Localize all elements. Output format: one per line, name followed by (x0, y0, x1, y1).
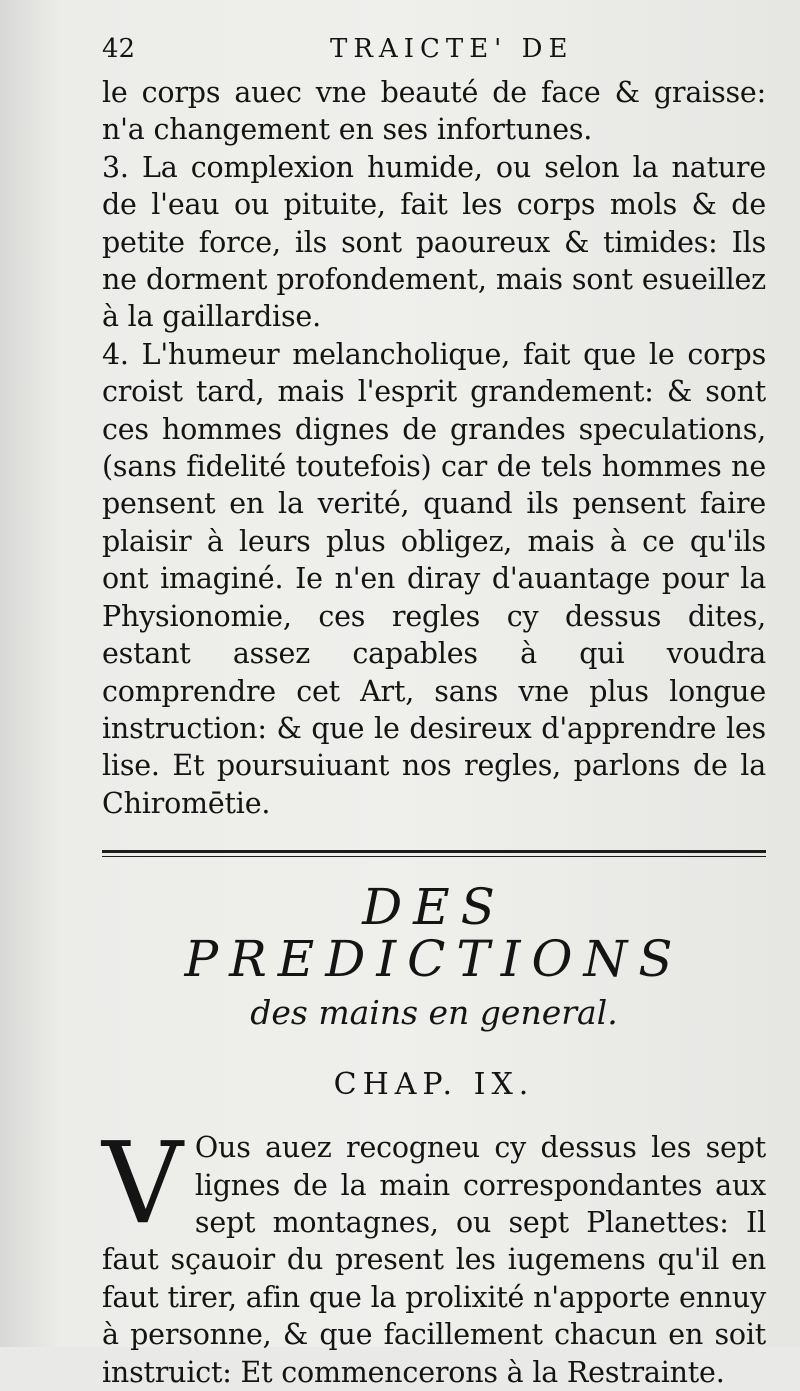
chapter-title: DES PREDICTIONS (184, 878, 684, 989)
page-header (102, 30, 766, 74)
paragraph-2: 3. La complexion humide, ou selon la nature de l'eau ou pituite, fait les corps mols & de petite force, ils sont paoureux & timides: Ils ne dorment profondement, mais sont esueillez à la gaillardise. (102, 150, 766, 334)
chapter-subtitle: des mains en general. (250, 993, 618, 1033)
chapter-number: CHAP. IX. (333, 1067, 535, 1103)
chapter-paragraph: Ous auez recogneu cy dessus les sept lignes de la main correspondantes aux sept montagnes, ou sept Planettes: Il faut sçauoir du present les iugemens qu'il en faut tirer, afin que la prolixité n'apporte ennuy à personne, & que facillement chacun en soit instruict: Et commencerons à la Restrainte. (102, 1131, 766, 1389)
paragraph-1: le corps auec vne beauté de face & graisse: n'a changement en ses infortunes. (102, 76, 766, 147)
chapter-body (102, 1119, 766, 1391)
page-number: 42 (102, 34, 136, 64)
divider-rule-thick (102, 850, 766, 853)
section-divider (102, 850, 766, 857)
running-head: TRAICTE' DE (330, 34, 574, 64)
paragraph-3: 4. L'humeur melancholique, fait que le corps croist tard, mais l'esprit grandement: & sont ces hommes dignes de grandes speculations, (sans fidelité toutefois) car de tels hommes ne pensent en la verité, quand ils pensent faire plaisir à leurs plus obligez, mais à ce qu'ils ont imaginé. Ie n'en diray d'auantage pour la Physionomie, ces regles cy dessus dites, estant assez capables à qui voudra comprendre cet Art, sans vne plus longue instruction: & que le desireux d'apprendre les lise. Et poursuiuant nos regles, parlons de la Chiromētie. (102, 337, 766, 820)
drop-cap: V (102, 1119, 183, 1250)
divider-rule-thin (102, 856, 766, 857)
